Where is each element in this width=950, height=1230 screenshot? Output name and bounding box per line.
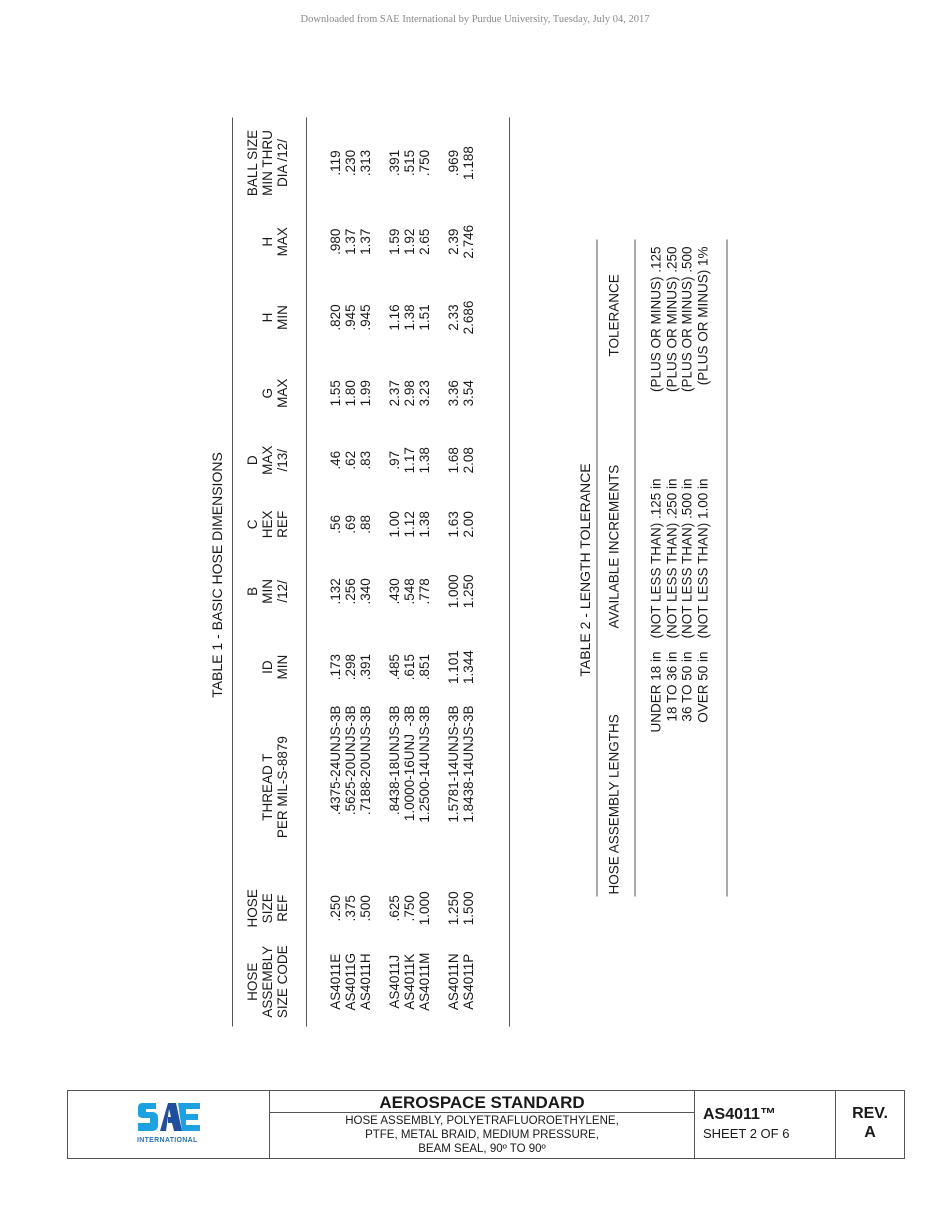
table1-cell: 1.17	[402, 447, 417, 474]
table1-cell: 1.101	[446, 650, 461, 684]
row-group	[446, 213, 476, 271]
table1-cell: AS4011J	[387, 954, 402, 1009]
row-group	[387, 125, 432, 201]
header-line: MIN THRU	[260, 130, 275, 196]
table1-cell: 1.2500-14UNJS-3B	[417, 705, 432, 823]
table1-cell: .97	[387, 450, 402, 470]
row-group	[328, 364, 373, 422]
table2-cell: (NOT LESS THAN) 1.00 in	[695, 478, 710, 639]
header-line: D	[245, 455, 260, 466]
table2-cell: (PLUS OR MINUS) .500	[679, 246, 695, 393]
revision-label: REV.	[852, 1105, 888, 1122]
table1-cell: 2.98	[402, 380, 417, 407]
table1-cell: .4375-24UNJS-3B	[328, 705, 343, 816]
row-group	[387, 562, 432, 620]
row-group	[328, 125, 373, 201]
table1-cell: .7188-20UNJS-3B	[358, 705, 373, 816]
table1-cell: 2.33	[446, 304, 461, 331]
title-block	[67, 1090, 905, 1159]
header-line: MAX	[275, 227, 290, 257]
row-group	[387, 288, 432, 346]
table1-cell: .69	[343, 514, 358, 534]
row-group	[387, 638, 432, 696]
table1-rotated-wrapper	[232, 118, 510, 1027]
table1-header-col-6	[245, 434, 290, 486]
table1-cell: 1.68	[446, 447, 461, 474]
standard-label: AEROSPACE STANDARD	[270, 1091, 694, 1113]
table1-cell: 1.55	[328, 380, 343, 407]
header-line: DIA /12/	[275, 139, 290, 188]
table1-cell: .46	[328, 450, 343, 470]
table1-cell: 1.80	[343, 380, 358, 407]
table2-cell: (PLUS OR MINUS) 1%	[695, 246, 710, 386]
row-group	[328, 288, 373, 346]
length-tolerance-table	[597, 240, 728, 897]
row-group	[387, 498, 432, 550]
row-group	[446, 880, 476, 936]
table1-data-col-6	[328, 434, 490, 486]
description-line-2: PTFE, METAL BRAID, MEDIUM PRESSURE,	[365, 1129, 599, 1141]
table2-rotated-wrapper	[597, 240, 728, 897]
table1-cell: AS4011G	[343, 952, 358, 1011]
table2-cell: 18 TO 36 in	[664, 651, 679, 722]
table1-cell: .750	[417, 149, 432, 177]
table1-cell: .313	[358, 149, 373, 177]
table1-header-col-10	[245, 125, 290, 201]
tolerance-column	[649, 247, 711, 407]
table1-cell: .56	[328, 514, 343, 534]
table1-cell: 1.188	[461, 146, 476, 180]
table1-cell: .256	[343, 578, 358, 605]
header-line: PER MIL-S-8879	[275, 736, 290, 839]
table1-header-col-0	[245, 941, 290, 1023]
sae-logo-icon	[138, 1101, 200, 1135]
table1-cell: .485	[387, 653, 402, 681]
table1-cell: 1.38	[417, 511, 432, 538]
table1-cell: 1.99	[358, 380, 373, 407]
table1-header-col-2	[260, 706, 290, 869]
lengths-column	[649, 652, 711, 897]
row-group	[446, 706, 476, 869]
table1-cell: AS4011P	[461, 953, 476, 1010]
header-line: ID	[260, 660, 275, 674]
row-group	[446, 288, 476, 346]
header-line: MIN	[260, 578, 275, 604]
table1-cell: .750	[402, 895, 417, 922]
row-group	[328, 213, 373, 271]
sheet-number: SHEET 2 OF 6	[703, 1126, 790, 1141]
header-line: H	[260, 236, 275, 247]
table1-cell: .945	[343, 304, 358, 331]
table1-header-col-8	[260, 288, 290, 346]
table1-cell: .88	[358, 514, 373, 534]
table1-cell: .391	[358, 653, 373, 681]
table1-cell: 1.000	[446, 574, 461, 609]
row-group	[387, 941, 432, 1023]
table2-cell: 36 TO 50 in	[679, 651, 695, 722]
header-line: HEX	[260, 510, 275, 539]
table1-header-col-7	[260, 364, 290, 422]
table1-cell: .62	[343, 450, 358, 470]
table1-cell: 1.38	[417, 447, 432, 474]
table1-data-col-3	[328, 638, 490, 696]
row-group	[328, 498, 373, 550]
table1-cell: 1.8438-14UNJS-3B	[461, 705, 476, 823]
table1-cell: AS4011H	[358, 953, 373, 1011]
table1-data-col-1	[328, 880, 490, 936]
table1-cell: .298	[343, 653, 358, 681]
table1-cell: .132	[328, 578, 343, 605]
table1-cell: .173	[328, 653, 343, 681]
table1-header	[233, 118, 307, 1027]
table1-data-col-8	[328, 288, 490, 346]
logo-cell	[68, 1091, 270, 1158]
table1-cell: 2.08	[461, 447, 476, 474]
row-group	[387, 364, 432, 422]
table1-cell: 3.36	[446, 380, 461, 407]
table1-data-col-9	[328, 213, 490, 271]
header-line: MAX	[275, 378, 290, 408]
basic-hose-dimensions-table	[232, 118, 510, 1027]
document-number: AS4011™	[703, 1106, 776, 1123]
table1-cell: AS4011M	[417, 952, 432, 1011]
row-group	[387, 213, 432, 271]
table1-cell: .969	[446, 149, 461, 177]
row-group	[446, 941, 476, 1023]
table1-cell: .945	[358, 304, 373, 331]
table1-cell: 3.23	[417, 380, 432, 407]
table1-cell: 1.0000-16UNJ -3B	[402, 705, 417, 822]
table1-cell: .83	[358, 450, 373, 470]
table1-cell: 1.37	[358, 228, 373, 255]
table1-cell: 2.746	[461, 224, 476, 259]
table2-cell: (NOT LESS THAN) .500 in	[679, 478, 695, 639]
increments-column	[649, 478, 711, 638]
table1-cell: .5625-20UNJS-3B	[343, 705, 358, 816]
row-group	[446, 562, 476, 620]
header-line: B	[245, 586, 260, 596]
row-group	[387, 880, 432, 936]
header-available-increments: AVAILABLE INCREMENTS	[606, 464, 622, 629]
header-line: G	[260, 387, 275, 399]
table1-cell: .820	[328, 304, 343, 331]
header-line: H	[260, 312, 275, 323]
header-line: SIZE	[260, 893, 275, 924]
table1-cell: .391	[387, 149, 402, 177]
table1-data-col-10	[328, 125, 490, 201]
table2-cell: UNDER 18 in	[648, 651, 664, 733]
table1-cell: .515	[402, 149, 417, 177]
row-group	[328, 880, 373, 936]
table1-cell: 1.000	[417, 891, 432, 926]
table1-cell: 2.686	[461, 300, 476, 335]
table1-cell: 2.39	[446, 228, 461, 255]
row-group	[387, 434, 432, 486]
row-group	[446, 434, 476, 486]
logo-text: INTERNATIONAL	[137, 1137, 198, 1144]
table1-cell: 2.00	[461, 511, 476, 538]
table2-header	[598, 240, 636, 897]
table1-cell: .615	[402, 653, 417, 681]
table1-cell: 1.12	[402, 511, 417, 538]
header-line: /13/	[275, 448, 290, 472]
document-description	[270, 1113, 694, 1156]
table1-data-col-7	[328, 364, 490, 422]
header-line: REF	[275, 894, 290, 922]
header-line: /12/	[275, 580, 290, 603]
table1-cell: 1.63	[446, 511, 461, 538]
table1-data-col-4	[328, 562, 490, 620]
table2-cell: (NOT LESS THAN) .125 in	[648, 478, 664, 639]
table1-cell: 1.250	[461, 574, 476, 609]
row-group	[446, 638, 476, 696]
table1-cell: .625	[387, 895, 402, 922]
table1-cell: 1.00	[387, 511, 402, 538]
row-group	[328, 434, 373, 486]
table2-cell: (PLUS OR MINUS) .125	[648, 246, 664, 393]
table1-cell: 3.54	[461, 380, 476, 407]
table2-title: TABLE 2 - LENGTH TOLERANCE	[577, 463, 593, 677]
table1-cell: AS4011K	[402, 953, 417, 1010]
header-line: MIN	[275, 654, 290, 680]
table1-header-col-9	[260, 213, 290, 271]
table1-cell: 1.38	[402, 304, 417, 331]
download-watermark: Downloaded from SAE International by Purdue University, Tuesday, July 04, 2017	[300, 14, 650, 25]
table1-title: TABLE 1 - BASIC HOSE DIMENSIONS	[209, 452, 225, 698]
header-line: HOSE	[245, 962, 260, 1001]
table1-cell: 1.51	[417, 304, 432, 331]
table1-cell: 1.37	[343, 228, 358, 255]
description-line-1: HOSE ASSEMBLY, POLYETRAFLUOROETHYLENE,	[345, 1115, 619, 1127]
header-line: MIN	[275, 305, 290, 330]
row-group	[446, 364, 476, 422]
table1-cell: AS4011E	[328, 953, 343, 1010]
table1-cell: .119	[328, 150, 343, 176]
header-line: ASSEMBLY	[260, 945, 275, 1018]
table1-cell: 1.59	[387, 228, 402, 255]
row-group	[446, 125, 476, 201]
table1-cell: AS4011N	[446, 953, 461, 1011]
table2-cell: (NOT LESS THAN) .250 in	[664, 478, 679, 639]
table1-data-col-0	[328, 941, 490, 1023]
table1-cell: .778	[417, 578, 432, 605]
revision-value: A	[864, 1124, 876, 1141]
row-group	[328, 562, 373, 620]
header-hose-assembly-lengths: HOSE ASSEMBLY LENGTHS	[606, 714, 622, 895]
table1-cell: .500	[358, 895, 373, 922]
row-group	[387, 706, 432, 869]
table1-cell: 2.65	[417, 228, 432, 255]
table1-data-col-5	[328, 498, 490, 550]
table1-header-col-1	[245, 880, 290, 936]
table1-cell: .375	[343, 895, 358, 922]
table1-cell: 1.344	[461, 650, 476, 684]
row-group	[446, 498, 476, 550]
table1-cell: .980	[328, 228, 343, 255]
header-line: BALL SIZE	[245, 129, 260, 197]
table1-header-col-5	[245, 498, 290, 550]
header-line: SIZE CODE	[275, 945, 290, 1019]
table1-cell: 1.92	[402, 228, 417, 255]
row-group	[328, 638, 373, 696]
row-group	[328, 941, 373, 1023]
header-line: HOSE	[245, 889, 260, 928]
header-line: C	[245, 519, 260, 530]
description-line-3: BEAM SEAL, 90º TO 90º	[418, 1143, 546, 1155]
row-group	[328, 706, 373, 869]
table1-cell: 1.250	[446, 891, 461, 926]
table1-cell: 2.37	[387, 380, 402, 407]
header-tolerance: TOLERANCE	[606, 274, 622, 357]
table1-cell: .230	[343, 149, 358, 177]
table1-cell: .430	[387, 578, 402, 605]
table1-header-col-4	[245, 562, 290, 620]
title-cell	[270, 1091, 695, 1158]
table1-cell: .250	[328, 895, 343, 922]
table1-cell: .8438-18UNJS-3B	[387, 705, 402, 816]
header-line: MAX	[260, 445, 275, 475]
document-number-cell	[695, 1091, 836, 1158]
table2-cell: OVER 50 in	[695, 651, 710, 723]
table1-cell: 1.500	[461, 891, 476, 926]
revision-cell	[836, 1091, 904, 1158]
table1-cell: .340	[358, 578, 373, 605]
table1-data-col-2	[328, 706, 490, 869]
table1-header-col-3	[260, 638, 290, 696]
table1-cell: 1.16	[387, 304, 402, 331]
table1-cell: .548	[402, 578, 417, 605]
header-line: REF	[275, 510, 290, 538]
table2-cell: (PLUS OR MINUS) .250	[664, 246, 679, 393]
header-line: THREAD T	[260, 753, 275, 821]
table1-cell: 1.5781-14UNJS-3B	[446, 705, 461, 823]
table1-cell: .851	[417, 653, 432, 681]
